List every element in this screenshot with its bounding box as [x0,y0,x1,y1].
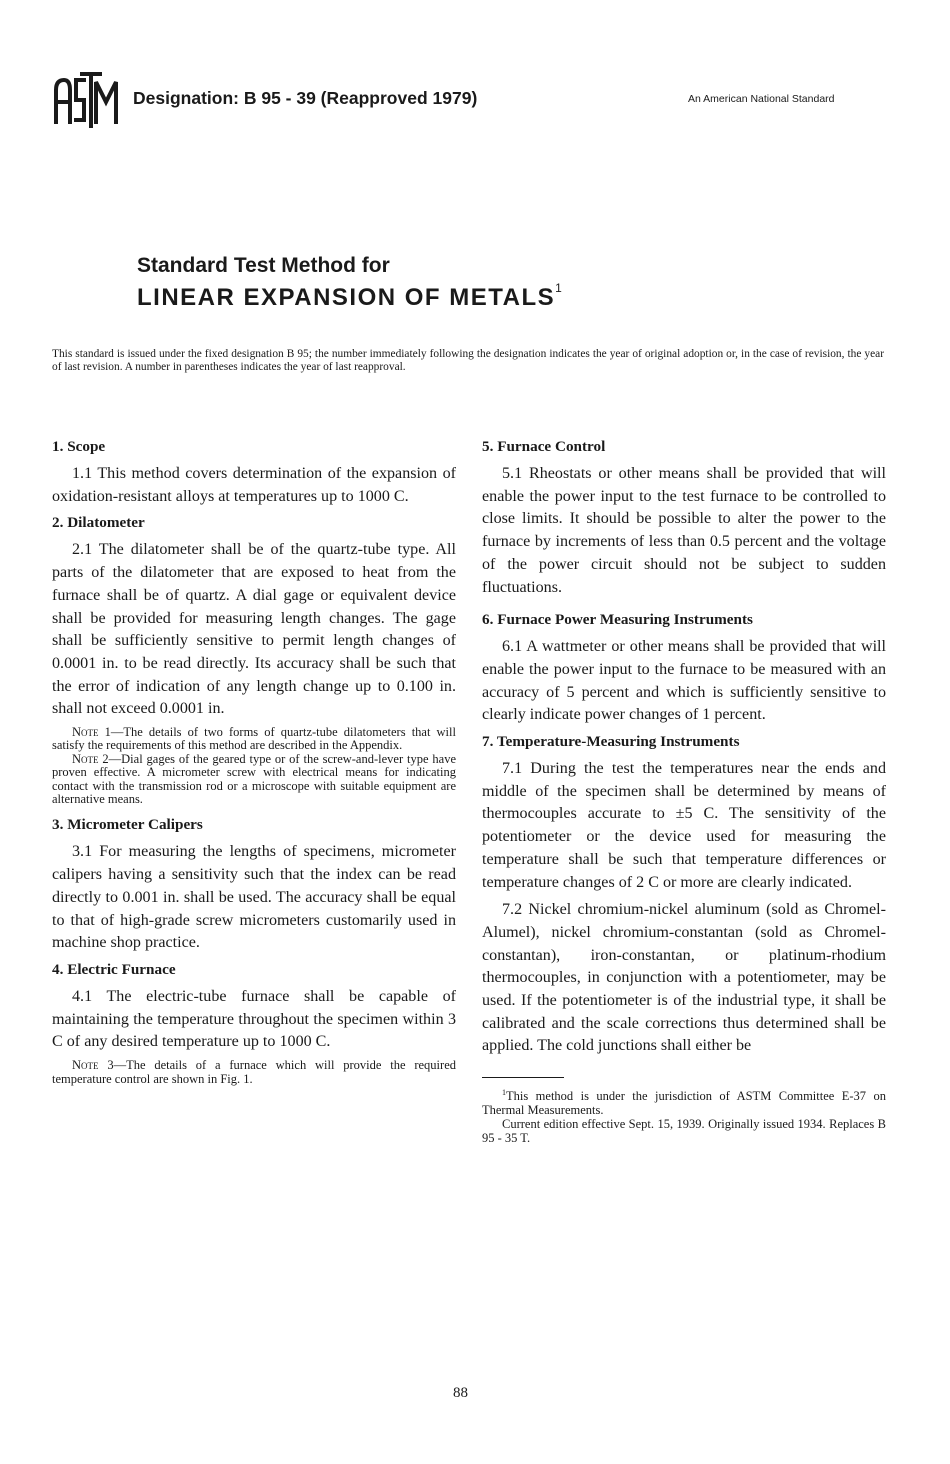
section-1-heading: 1. Scope [52,438,106,455]
section-4-heading: 4. Electric Furnace [52,960,176,978]
title-line-1: Standard Test Method for [137,254,390,277]
footnote-rule [482,1077,564,1078]
title-line-2 [137,281,562,312]
section-4-1: 4.1 The electric-tube furnace shall be capable of maintaining the temperature throughout the specimen within 3 C of any desired temperature up to 1000 C. [52,987,456,1051]
section-7-1: 7.1 During the test the temperatures near the ends and middle of the specimen shall be determined by means of thermocouples accurate to ±5 C. The sensitivity of the potentiometer or the device used for measuring the temperature shall be such that temperature differences or temperature changes of 2 C or more are clearly indicated. [482,760,886,891]
issuance-note: This standard is issued under the fixed designation B 95; the number immediately following the designation indicates the year of original adoption or, in the case of revision, the year of last revision. A number in parentheses indicates the year of last reapproval. [52,348,884,374]
american-national-standard-label: An American National Standard [688,93,835,105]
section-2-heading: 2. Dilatometer [52,514,145,532]
section-6-1: 6.1 A wattmeter or other means shall be provided that will enable the power input to the furnace to be measured with an accuracy of 5 percent and which is sufficiently sensitive to clearly indicate power changes of 1 percent. [482,638,886,724]
section-2-1: 2.1 The dilatometer shall be of the quartz-tube type. All parts of the dilatometer that are exposed to heat from the furnace shall be of quartz. A dial gage or equivalent device shall be provided for measuring length changes. The gage shall be sufficiently sensitive to permit length changes of 0.0001 in. to be read directly. Its accuracy shall be such that the error of indication of any length change up to 0.100 in. shall not exceed 0.0001 in. [52,541,456,718]
title-main: LINEAR EXPANSION OF METALS [137,284,556,311]
section-3-1: 3.1 For measuring the lengths of specimens, micrometer calipers having a sensitivity such that the index can be read directly to 0.001 in. shall be used. The accuracy shall be equal to that of high-grade screw micrometers customarily used in machine shop practice. [52,843,456,952]
section-1-1: 1.1 This method covers determination of the expansion of oxidation-resistant alloys at temperatures up to 1000 C. [52,465,456,505]
section-6-heading: 6. Furnace Power Measuring Instruments [482,611,753,629]
right-column [482,437,886,1145]
section-7-heading: 7. Temperature-Measuring Instruments [482,733,740,751]
left-column [52,437,456,1086]
note-2-label: Note 2 [72,751,109,766]
page-number: 88 [453,1385,468,1401]
footnote-mark: 1 [502,1088,506,1098]
footnote-2: Current edition effective Sept. 15, 1939. Originally issued 1934. Replaces B 95 - 35 T. [482,1117,886,1146]
note-1-text: —The details of two forms of quartz-tube dilatometers that will satisfy the requirements of this method are described in the Appendix. [52,725,456,753]
note-2 [52,753,456,807]
note-3-label: Note 3 [72,1058,114,1073]
section-5-heading: 5. Furnace Control [482,438,606,455]
section-3-heading: 3. Micrometer Calipers [52,816,203,834]
section-7-2: 7.2 Nickel chromium-nickel aluminum (sold as Chromel-Alumel), nickel chromium-constantan (sold as Chromel-constantan), iron-constantan, or platinum-rhodium thermocouples, in conjunction with a potentiometer, may be used. If the potentiometer is of the industrial type, it shall be calibrated and the scale corrections thus determined shall be applied. The cold junctions shall either be [482,901,886,1055]
title-footnote-mark: 1 [555,281,562,295]
note-1-label: Note 1 [72,725,111,740]
footnote-1-text: This method is under the jurisdiction of ASTM Committee E-37 on Thermal Measurements. [482,1089,886,1118]
note-3-text: —The details of a furnace which will provide the required temperature control are shown in Fig. 1. [52,1058,456,1086]
astm-logo [52,72,122,128]
section-5-1: 5.1 Rheostats or other means shall be provided that will enable the power input to the test furnace to be controlled to close limits. It should be possible to alter the power to the furnace by increments of less than 0.5 percent and the voltage of the power circuit should not be subject to sudden fluctuations. [482,465,886,596]
designation: Designation: B 95 - 39 (Reapproved 1979) [133,88,478,108]
footnote-1 [482,1086,886,1117]
note-3 [52,1059,456,1086]
note-1 [52,726,456,753]
note-2-text: —Dial gages of the geared type or of the screw-and-lever type have proven effective. A micrometer screw with electrical means for indicating contact with the transmission rod or a microscope with suitable equipment are alternative means. [52,751,456,807]
